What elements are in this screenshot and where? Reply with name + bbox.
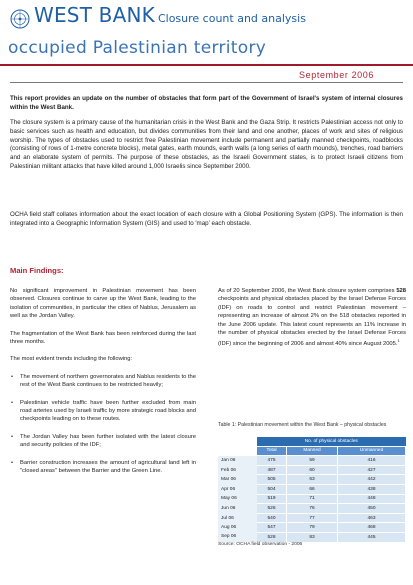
report-title-secondary: Closure count and analysis: [157, 12, 306, 25]
findings-paragraph: The most evident trends including the following:: [10, 356, 133, 363]
row-month: Sep 06: [218, 532, 257, 541]
cell-unmanned: 416: [338, 456, 406, 466]
table-corner: [218, 446, 257, 456]
cell-unmanned: 427: [338, 465, 406, 475]
closure-count-text-a: As of 20 September 2006, the West Bank closure system comprises: [218, 288, 397, 294]
cell-manned: 77: [287, 513, 338, 523]
cell-unmanned: 468: [338, 523, 406, 533]
cell-total: 519: [257, 494, 287, 504]
cell-manned: 60: [287, 465, 338, 475]
report-title: [34, 3, 306, 27]
date-divider: [10, 82, 403, 83]
findings-bullet: • Barrier construction increases the amount of agricultural land left in "closed areas" between the Barrier and the Green Line.: [10, 459, 196, 476]
row-month: Apr 06: [218, 484, 257, 494]
table-source: Source: OCHA field observation - 2006: [218, 542, 303, 547]
cell-unmanned: 442: [338, 475, 406, 485]
cell-total: 475: [257, 456, 287, 466]
intro-ocha-method: OCHA field staff collates information about the exact location of each closure with a Global Positioning System (GPS). The information is then integrated into a Geographic Information System (GIS) and used to 'map' each obstacle.: [10, 211, 403, 227]
cell-manned: 83: [287, 532, 338, 541]
findings-bullet: • The movement of northern governorates and Nablus residents to the rest of the West Bank continues to be restricted heavily;: [10, 373, 196, 390]
row-month: Mar 06: [218, 475, 257, 485]
un-emblem-icon: [10, 9, 30, 29]
cell-total: 540: [257, 513, 287, 523]
cell-unmanned: 445: [338, 532, 406, 541]
table-row: [218, 475, 406, 485]
cell-total: 505: [257, 475, 287, 485]
table-row: [218, 532, 406, 541]
table-row: [218, 494, 406, 504]
cell-total: 504: [257, 484, 287, 494]
cell-unmanned: 438: [338, 484, 406, 494]
intro-closure-system: The closure system is a primary cause of the humanitarian crisis in the West Bank and the Gaza Strip. It restricts Palestinian access not only to basic services such as health and education, but divides communities from their land and one another, places of work and sites of religious worship. The types of obstacles used to restrict free Palestinian movement include permanent and partially manned checkpoints, roadblocks (consisting of rows of 1-metre concrete blocks), metal gates, earth mounds, earth walls (a long series of earth mounds), trenches, road barriers and an elaborate system of permits. The purpose of these obstacles, as the Israeli Government states, is to protect Israeli citizens from Palestinian militant attacks that have killed around 1,000 Israelis since September 2000.: [10, 119, 403, 170]
cell-manned: 59: [287, 456, 338, 466]
table-group-header: No. of physical obstacles: [257, 437, 406, 446]
row-month: Jan 06: [218, 456, 257, 466]
closure-count-text-b: checkpoints and physical obstacles placed by the Israel Defense Forces (IDF) on roads to control and restrict Palestinian movement – representing an increase of almost 2% on the 518 obstacles reported in the June 2006 update. This latest count represents an 11% increase in the number of physical obstacles erected by the Israel Defense Forces (IDF) since the beginning of 2006 and almost 40% since August 2005.: [218, 296, 406, 348]
table-row: [218, 523, 406, 533]
findings-bullet: • Palestinian vehicle traffic have been further excluded from main road arteries used by Israeli traffic by more strategic road blocks and checkpoints leading on to these routes.: [10, 399, 196, 424]
closure-count-value: 528: [396, 288, 406, 294]
table-row: [218, 456, 406, 466]
table-row: [218, 465, 406, 475]
report-subtitle: occupied Palestinian territory: [8, 38, 267, 58]
cell-unmanned: 448: [338, 494, 406, 504]
table-body: [218, 456, 406, 542]
cell-total: 547: [257, 523, 287, 533]
findings-paragraph: The fragmentation of the West Bank has been reinforced during the last three months.: [10, 330, 196, 346]
table-caption: Table 1: Palestinian movement within the West Bank – physical obstacles: [218, 422, 387, 428]
row-month: Jun 06: [218, 504, 257, 514]
findings-paragraph: No significant improvement in Palestinian movement has been observed. Closures continue to carve up the West Bank, leading to the isolation of communities, in particular the cities of Nablus, Jerusalem as well as the Jordan Valley.: [10, 288, 196, 320]
findings-bullet: • The Jordan Valley has been further isolated with the latest closure and security policies of the IDF;: [10, 433, 196, 450]
column-header-manned: Manned: [287, 446, 338, 456]
cell-total: 526: [257, 504, 287, 514]
findings-column-right: [218, 287, 406, 349]
findings-column-left: [10, 287, 196, 485]
table-row: [218, 484, 406, 494]
header-divider: [0, 64, 413, 66]
cell-total: 487: [257, 465, 287, 475]
column-header-total: Total: [257, 446, 287, 456]
table-row: [218, 513, 406, 523]
cell-unmanned: 463: [338, 513, 406, 523]
cell-unmanned: 450: [338, 504, 406, 514]
obstacles-table: [218, 437, 406, 542]
row-month: Jul 06: [218, 513, 257, 523]
row-month: May 06: [218, 494, 257, 504]
footnote-mark: 1: [397, 338, 400, 344]
report-date: September 2006: [299, 70, 374, 80]
table-corner: [218, 437, 257, 446]
cell-manned: 71: [287, 494, 338, 504]
cell-total: 528: [257, 532, 287, 541]
column-header-unmanned: Unmanned: [338, 446, 406, 456]
main-findings-heading: Main Findings:: [10, 266, 64, 275]
cell-manned: 76: [287, 504, 338, 514]
cell-manned: 63: [287, 475, 338, 485]
report-title-main: WEST BANK: [34, 3, 155, 27]
intro-summary: This report provides an update on the number of obstacles that form part of the Government of Israel's system of internal closures within the West Bank.: [10, 95, 403, 111]
cell-manned: 66: [287, 484, 338, 494]
row-month: Feb 06: [218, 465, 257, 475]
row-month: Aug 06: [218, 523, 257, 533]
cell-manned: 79: [287, 523, 338, 533]
table-row: [218, 504, 406, 514]
